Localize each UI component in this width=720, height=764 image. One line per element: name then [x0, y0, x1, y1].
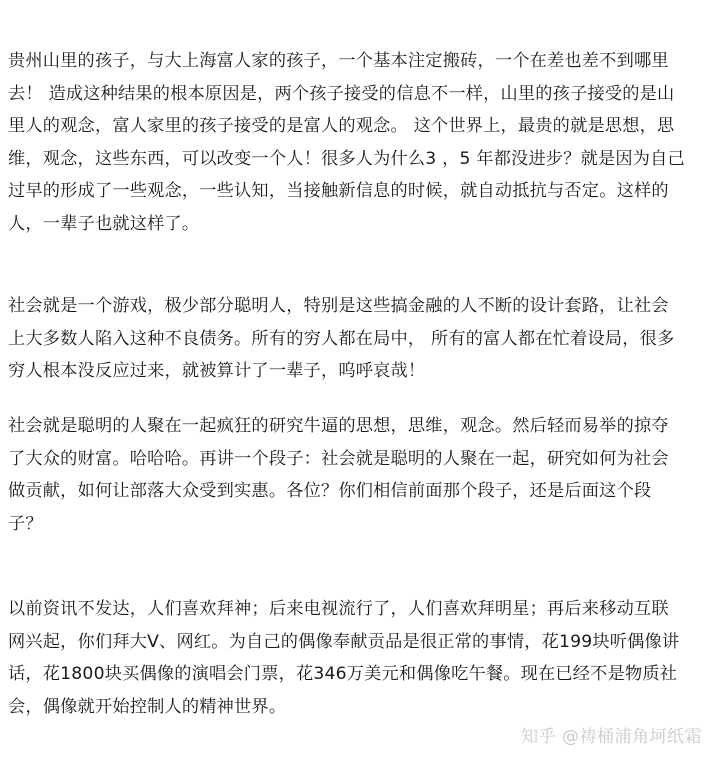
paragraph-line: 里人的观念，富人家里的孩子接受的是富人的观念。 这个世界上，最贵的就是思想，思	[8, 116, 675, 136]
paragraph-line: 以前资讯不发达，人们喜欢拜神；后来电视流行了，人们喜欢拜明星；再后来移动互联	[8, 599, 669, 619]
paragraph-3	[8, 410, 714, 540]
paragraph-line: 穷人根本没反应过来，就被算计了一辈子，呜呼哀哉！	[8, 361, 426, 381]
paragraph-line: 会，偶像就开始控制人的精神世界。	[8, 696, 287, 717]
paragraph-line: 社会就是一个游戏，极少部分聪明人，特别是这些搞金融的人不断的设计套路，让社会	[8, 296, 669, 316]
paragraph-line: 话，花1800块买偶像的演唱会门票，花346万美元和偶像吃午餐。现在已经不是物质社	[8, 664, 678, 684]
paragraph-1	[8, 45, 714, 240]
paragraph-2	[8, 290, 714, 388]
paragraph-line: 贵州山里的孩子，与大上海富人家的孩子，一个基本注定搬砖，一个在差也差不到哪里	[8, 51, 669, 71]
paragraph-line: 网兴起，你们拜大V、网红。为自己的偶像奉献贡品是很正常的事情，花199块听偶像讲	[8, 631, 680, 652]
paragraph-4	[8, 593, 714, 723]
paragraph-line: 人，一辈子也就这样了。	[8, 213, 200, 234]
paragraph-line: 上大多数人陷入这种不良债务。所有的穷人都在局中， 所有的富人都在忙着设局，很多	[8, 328, 675, 349]
paragraph-line: 维，观念，这些东西，可以改变一个人！很多人为什么3 ，5 年都没进步？就是因为自己	[8, 148, 685, 169]
zhihu-watermark: 知乎 @祷桶浦角坷纸霜	[521, 727, 702, 747]
paragraph-line: 去！ 造成这种结果的根本原因是，两个孩子接受的信息不一样，山里的孩子接受的是山	[8, 83, 675, 104]
paragraph-line: 做贡献，如何让部落大众受到实惠。各位？你们相信前面那个段子，还是后面这个段	[8, 481, 652, 501]
paragraph-line: 社会就是聪明的人聚在一起疯狂的研究牛逼的思想，思维，观念。然后轻而易举的掠夺	[8, 416, 669, 436]
paragraph-line: 子？	[8, 513, 43, 534]
paragraph-line: 了大众的财富。哈哈哈。再讲一个段子：社会就是聪明的人聚在一起，研究如何为社会	[8, 448, 669, 469]
paragraph-line: 过早的形成了一些观念，一些认知，当接触新信息的时候，就自动抵抗与否定。这样的	[8, 181, 669, 201]
